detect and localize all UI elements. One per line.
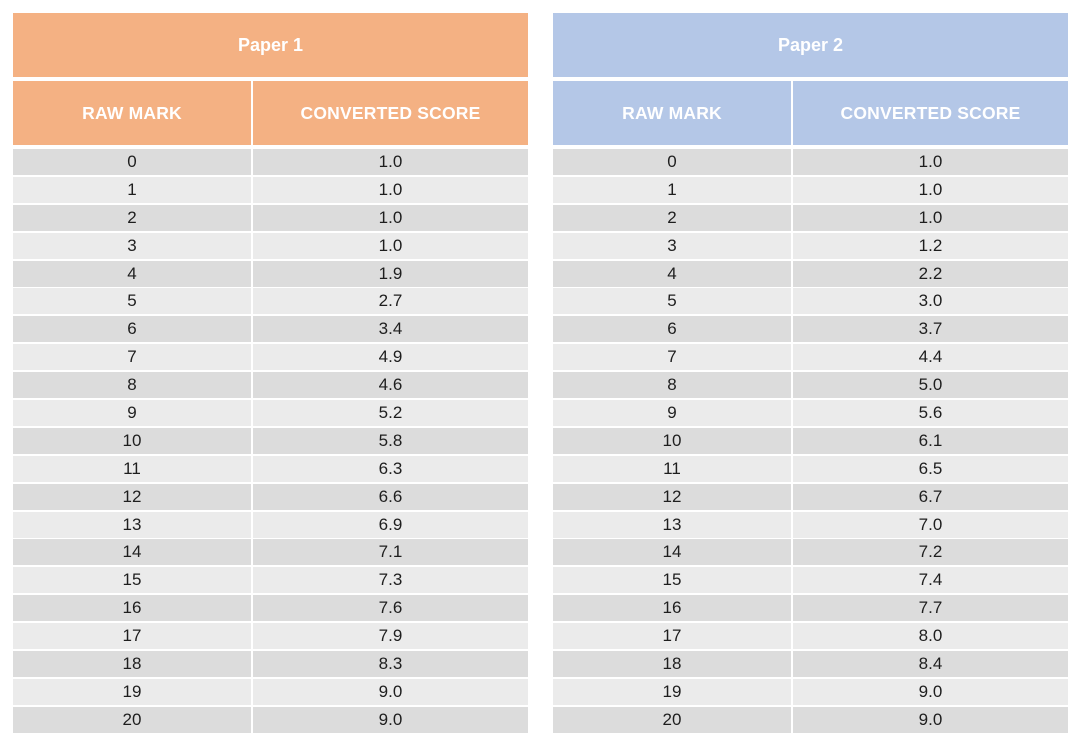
converted-score-cell: 9.0: [253, 707, 528, 733]
table-row: [553, 205, 1068, 231]
table-row: [13, 679, 528, 705]
converted-score-cell: 9.0: [793, 707, 1068, 733]
converted-score-cell: 8.0: [793, 623, 1068, 649]
raw-mark-cell: 17: [553, 623, 791, 649]
table-row: [553, 512, 1068, 538]
table-row: [553, 288, 1068, 314]
raw-mark-cell: 11: [553, 456, 791, 482]
raw-mark-cell: 10: [13, 428, 251, 454]
table-row: [13, 428, 528, 454]
raw-mark-cell: 7: [13, 344, 251, 370]
converted-score-cell: 1.0: [253, 233, 528, 259]
converted-score-cell: 2.2: [793, 261, 1068, 287]
raw-mark-header: RAW MARK: [13, 81, 251, 145]
converted-score-cell: 7.2: [793, 539, 1068, 565]
raw-mark-cell: 13: [13, 512, 251, 538]
converted-score-cell: 1.0: [253, 177, 528, 203]
table-row: [13, 539, 528, 565]
table-row: [13, 623, 528, 649]
converted-score-header: CONVERTED SCORE: [253, 81, 528, 145]
table-row: [553, 567, 1068, 593]
table-row: [13, 707, 528, 733]
converted-score-cell: 4.9: [253, 344, 528, 370]
converted-score-cell: 7.6: [253, 595, 528, 621]
table-row: [13, 456, 528, 482]
table-row: [553, 233, 1068, 259]
converted-score-cell: 8.3: [253, 651, 528, 677]
paper-1-header-row: [13, 81, 528, 145]
raw-mark-cell: 0: [553, 149, 791, 175]
converted-score-cell: 7.7: [793, 595, 1068, 621]
converted-score-cell: 1.9: [253, 261, 528, 287]
table-row: [553, 261, 1068, 287]
raw-mark-cell: 12: [13, 484, 251, 510]
table-row: [13, 177, 528, 203]
raw-mark-cell: 1: [13, 177, 251, 203]
raw-mark-cell: 20: [553, 707, 791, 733]
converted-score-cell: 2.7: [253, 288, 528, 314]
raw-mark-cell: 19: [13, 679, 251, 705]
table-row: [553, 595, 1068, 621]
raw-mark-cell: 11: [13, 456, 251, 482]
table-row: [553, 177, 1068, 203]
raw-mark-cell: 13: [553, 512, 791, 538]
converted-score-cell: 8.4: [793, 651, 1068, 677]
paper-2-title: Paper 2: [553, 13, 1068, 77]
converted-score-cell: 1.0: [793, 205, 1068, 231]
converted-score-header: CONVERTED SCORE: [793, 81, 1068, 145]
table-row: [553, 707, 1068, 733]
raw-mark-cell: 2: [13, 205, 251, 231]
table-row: [553, 456, 1068, 482]
converted-score-cell: 3.0: [793, 288, 1068, 314]
raw-mark-cell: 12: [553, 484, 791, 510]
table-row: [13, 149, 528, 175]
raw-mark-cell: 14: [13, 539, 251, 565]
raw-mark-cell: 15: [553, 567, 791, 593]
converted-score-cell: 1.0: [253, 205, 528, 231]
raw-mark-cell: 3: [553, 233, 791, 259]
table-row: [553, 679, 1068, 705]
table-row: [13, 261, 528, 287]
table-row: [553, 484, 1068, 510]
converted-score-cell: 5.0: [793, 372, 1068, 398]
raw-mark-header: RAW MARK: [553, 81, 791, 145]
paper-1-title: Paper 1: [13, 13, 528, 77]
converted-score-cell: 4.4: [793, 344, 1068, 370]
table-row: [13, 484, 528, 510]
converted-score-cell: 4.6: [253, 372, 528, 398]
raw-mark-cell: 4: [13, 261, 251, 287]
table-row: [13, 316, 528, 342]
paper-1-table: [13, 13, 528, 735]
converted-score-cell: 5.2: [253, 400, 528, 426]
converted-score-cell: 6.7: [793, 484, 1068, 510]
raw-mark-cell: 15: [13, 567, 251, 593]
converted-score-cell: 9.0: [793, 679, 1068, 705]
table-row: [553, 400, 1068, 426]
raw-mark-cell: 8: [553, 372, 791, 398]
converted-score-cell: 3.7: [793, 316, 1068, 342]
paper-1-table-body: [13, 149, 528, 733]
raw-mark-cell: 18: [553, 651, 791, 677]
raw-mark-cell: 18: [13, 651, 251, 677]
table-row: [553, 372, 1068, 398]
converted-score-cell: 1.0: [793, 149, 1068, 175]
table-row: [13, 512, 528, 538]
converted-score-cell: 7.9: [253, 623, 528, 649]
table-row: [13, 372, 528, 398]
raw-mark-cell: 7: [553, 344, 791, 370]
raw-mark-cell: 1: [553, 177, 791, 203]
raw-mark-cell: 2: [553, 205, 791, 231]
raw-mark-cell: 19: [553, 679, 791, 705]
paper-2-table-body: [553, 149, 1068, 733]
converted-score-cell: 6.6: [253, 484, 528, 510]
table-row: [13, 344, 528, 370]
converted-score-cell: 6.5: [793, 456, 1068, 482]
converted-score-cell: 6.3: [253, 456, 528, 482]
table-row: [13, 567, 528, 593]
converted-score-cell: 1.0: [253, 149, 528, 175]
converted-score-cell: 1.2: [793, 233, 1068, 259]
table-row: [13, 288, 528, 314]
table-row: [553, 428, 1068, 454]
raw-mark-cell: 5: [553, 288, 791, 314]
converted-score-cell: 7.3: [253, 567, 528, 593]
converted-score-cell: 9.0: [253, 679, 528, 705]
raw-mark-cell: 6: [553, 316, 791, 342]
raw-mark-cell: 16: [553, 595, 791, 621]
converted-score-cell: 5.8: [253, 428, 528, 454]
raw-mark-cell: 16: [13, 595, 251, 621]
raw-mark-cell: 8: [13, 372, 251, 398]
converted-score-cell: 7.4: [793, 567, 1068, 593]
converted-score-cell: 7.1: [253, 539, 528, 565]
raw-mark-cell: 9: [13, 400, 251, 426]
raw-mark-cell: 3: [13, 233, 251, 259]
table-row: [553, 623, 1068, 649]
paper-2-header-row: [553, 81, 1068, 145]
raw-mark-cell: 6: [13, 316, 251, 342]
raw-mark-cell: 20: [13, 707, 251, 733]
table-row: [553, 539, 1068, 565]
converted-score-cell: 7.0: [793, 512, 1068, 538]
table-row: [13, 595, 528, 621]
raw-mark-cell: 14: [553, 539, 791, 565]
converted-score-cell: 1.0: [793, 177, 1068, 203]
table-row: [553, 316, 1068, 342]
paper-2-table: [553, 13, 1068, 735]
table-row: [13, 651, 528, 677]
raw-mark-cell: 4: [553, 261, 791, 287]
raw-mark-cell: 9: [553, 400, 791, 426]
table-row: [553, 149, 1068, 175]
raw-mark-cell: 5: [13, 288, 251, 314]
converted-score-cell: 5.6: [793, 400, 1068, 426]
table-row: [553, 651, 1068, 677]
table-row: [13, 233, 528, 259]
raw-mark-cell: 0: [13, 149, 251, 175]
raw-mark-cell: 10: [553, 428, 791, 454]
raw-mark-cell: 17: [13, 623, 251, 649]
table-row: [553, 344, 1068, 370]
table-row: [13, 400, 528, 426]
table-row: [13, 205, 528, 231]
converted-score-cell: 6.1: [793, 428, 1068, 454]
converted-score-cell: 6.9: [253, 512, 528, 538]
converted-score-cell: 3.4: [253, 316, 528, 342]
